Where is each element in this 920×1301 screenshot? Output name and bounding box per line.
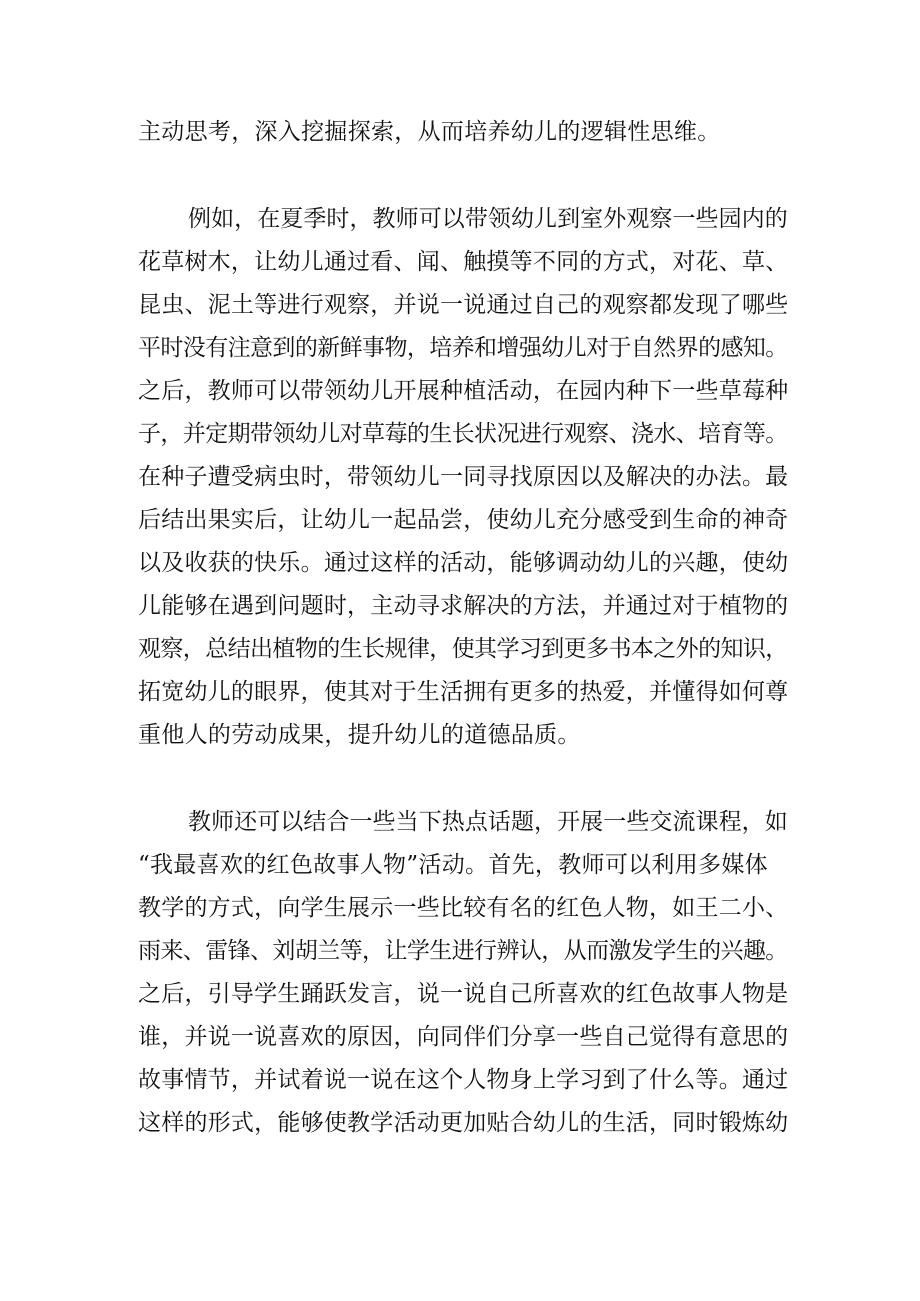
text-line: 之后，教师可以带领幼儿开展种植活动，在园内种下一些草莓种 bbox=[138, 378, 789, 404]
text-line: 主动思考，深入挖掘探索，从而培养幼儿的逻辑性思维。 bbox=[138, 119, 721, 145]
text-line: 教学的方式，向学生展示一些比较有名的红色人物，如王二小、 bbox=[138, 895, 789, 921]
text-line: 后结出果实后，让幼儿一起品尝，使幼儿充分感受到生命的神奇 bbox=[138, 507, 789, 533]
text-line: 在种子遭受病虫时，带领幼儿一同寻找原因以及解决的办法。最 bbox=[138, 464, 789, 490]
text-line: 谁，并说一说喜欢的原因，向同伴们分享一些自己觉得有意思的 bbox=[138, 1024, 789, 1050]
text-line: 雨来、雷锋、刘胡兰等，让学生进行辨认，从而激发学生的兴趣。 bbox=[138, 938, 788, 964]
text-line: 子，并定期带领幼儿对草莓的生长状况进行观察、浇水、培育等。 bbox=[138, 421, 788, 447]
text-line: 教师还可以结合一些当下热点话题，开展一些交流课程，如 bbox=[188, 809, 788, 835]
text-line: 之后，引导学生踊跃发言，说一说自己所喜欢的红色故事人物是 bbox=[138, 981, 789, 1007]
text-line: 拓宽幼儿的眼界，使其对于生活拥有更多的热爱，并懂得如何尊 bbox=[138, 679, 789, 705]
text-line: 花草树木，让幼儿通过看、闻、触摸等不同的方式，对花、草、 bbox=[138, 249, 789, 275]
text-line: 这样的形式，能够使教学活动更加贴合幼儿的生活，同时锻炼幼 bbox=[138, 1110, 789, 1136]
text-line: “我最喜欢的红色故事人物”活动。首先，教师可以利用多媒体 bbox=[138, 852, 768, 878]
text-line: 以及收获的快乐。通过这样的活动，能够调动幼儿的兴趣，使幼 bbox=[138, 550, 789, 576]
text-line: 例如，在夏季时，教师可以带领幼儿到室外观察一些园内的 bbox=[188, 206, 788, 232]
text-line: 重他人的劳动成果，提升幼儿的道德品质。 bbox=[138, 722, 581, 748]
text-line: 故事情节，并试着说一说在这个人物身上学习到了什么等。通过 bbox=[138, 1067, 789, 1093]
text-line: 昆虫、泥土等进行观察，并说一说通过自己的观察都发现了哪些 bbox=[138, 292, 789, 318]
text-line: 观察，总结出植物的生长规律，使其学习到更多书本之外的知识， bbox=[138, 636, 788, 662]
text-line: 儿能够在遇到问题时，主动寻求解决的方法，并通过对于植物的 bbox=[138, 593, 789, 619]
text-line: 平时没有注意到的新鲜事物，培养和增强幼儿对于自然界的感知。 bbox=[138, 335, 788, 361]
